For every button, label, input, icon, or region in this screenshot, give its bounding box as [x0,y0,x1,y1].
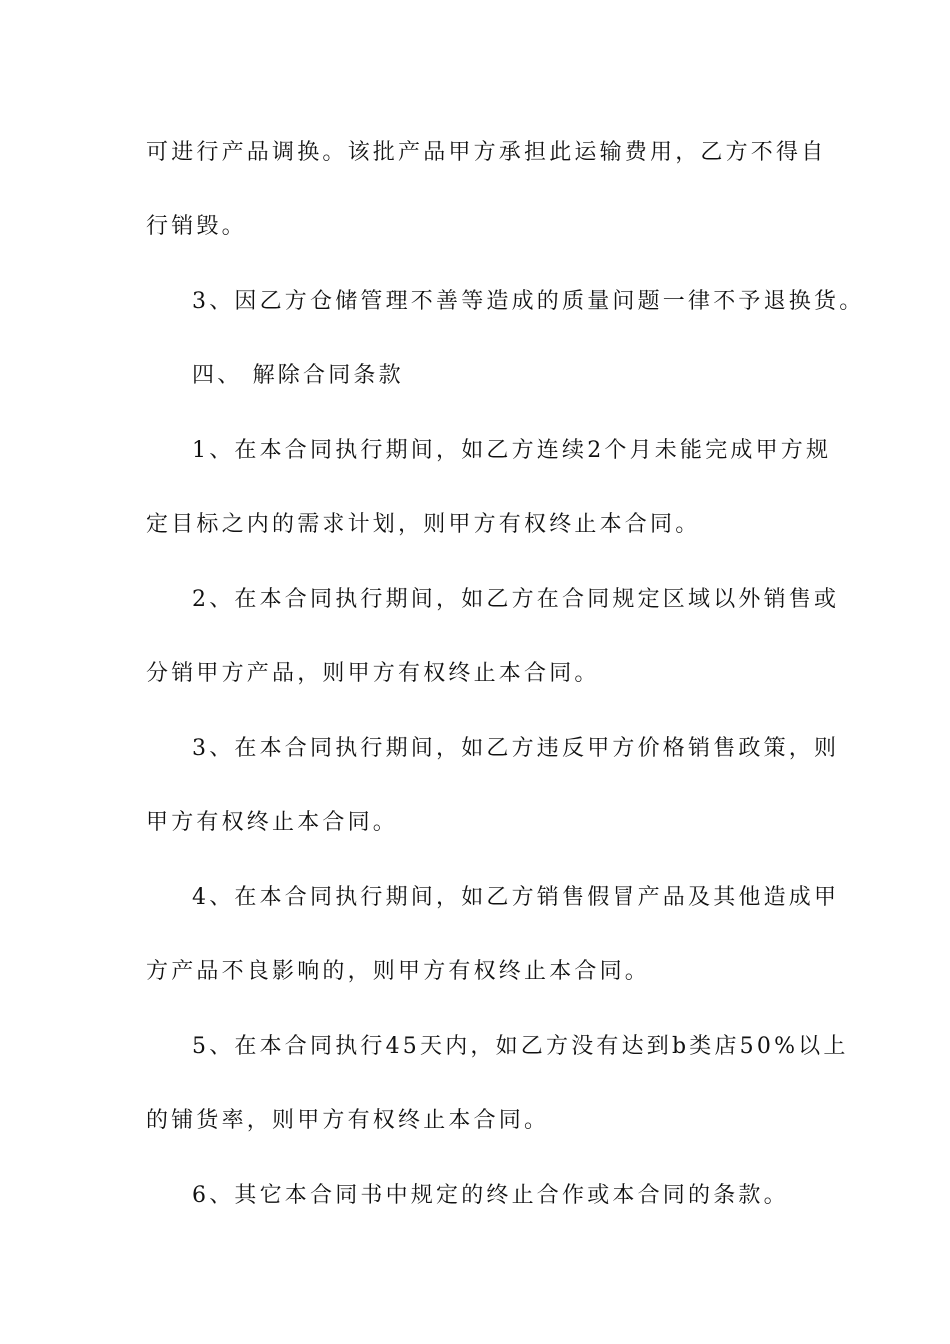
clause-1-continuation: 定目标之内的需求计划，则甲方有权终止本合同。 [146,512,701,537]
clause-2-line: 2、在本合同执行期间，如乙方在合同规定区域以外销售或 [192,587,840,612]
clause-3-line: 3、因乙方仓储管理不善等造成的质量问题一律不予退换货。 [192,289,865,314]
paragraph-line: 可进行产品调换。该批产品甲方承担此运输费用，乙方不得自 [146,140,827,165]
section-heading: 四、 解除合同条款 [192,363,404,388]
clause-2-continuation: 分销甲方产品，则甲方有权终止本合同。 [146,661,600,686]
clause-1-line: 1、在本合同执行期间，如乙方连续2个月未能完成甲方规 [192,438,832,463]
paragraph-line: 行销毁。 [146,214,247,239]
clause-6-line: 6、其它本合同书中规定的终止合作或本合同的条款。 [192,1183,789,1208]
clause-3-termination-line: 3、在本合同执行期间，如乙方违反甲方价格销售政策，则 [192,736,840,761]
clause-4-continuation: 方产品不良影响的，则甲方有权终止本合同。 [146,959,651,984]
clause-4-line: 4、在本合同执行期间，如乙方销售假冒产品及其他造成甲 [192,885,840,910]
clause-5-line: 5、在本合同执行45天内，如乙方没有达到b类店50%以上 [192,1034,849,1059]
clause-5-continuation: 的铺货率，则甲方有权终止本合同。 [146,1108,550,1133]
clause-3-termination-continuation: 甲方有权终止本合同。 [146,810,399,835]
